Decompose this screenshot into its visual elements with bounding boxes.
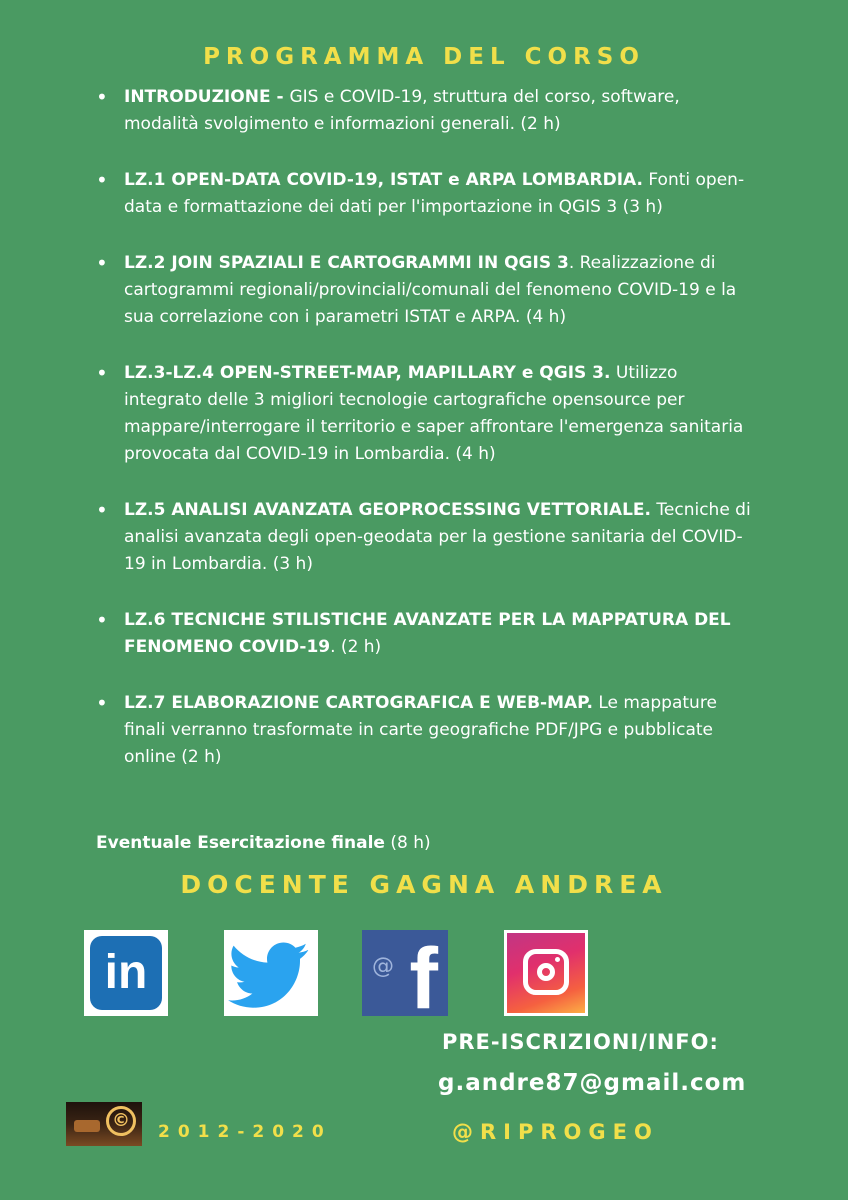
final-exercise: Eventuale Esercitazione finale (8 h) [96, 833, 431, 853]
program-item-lz5: • LZ.5 ANALISI AVANZATA GEOPROCESSING VETTORIALE. Tecniche di analisi avanzata degli open-geodata per la gestione sanitaria del COVID-19 in Lombardia. (3 h) [96, 497, 756, 578]
program-item-intro: • INTRODUZIONE - GIS e COVID-19, struttura del corso, software, modalità svolgimento e informazioni generali. (2 h) [96, 84, 756, 138]
contact-email[interactable]: g.andre87@gmail.com [438, 1070, 747, 1096]
program-item-lz6: • LZ.6 TECNICHE STILISTICHE AVANZATE PER LA MAPPATURA DEL FENOMENO COVID-19. (2 h) [96, 607, 756, 661]
instagram-camera-icon [523, 949, 569, 995]
pre-registration-label: PRE-ISCRIZIONI/INFO: [442, 1030, 719, 1054]
linkedin-logo-text: in [90, 936, 162, 1010]
twitter-bird-icon [224, 930, 318, 1016]
teacher-name: DOCENTE GAGNA ANDREA [180, 870, 668, 899]
program-item-lz1: • LZ.1 OPEN-DATA COVID-19, ISTAT e ARPA LOMBARDIA. Fonti open-data e formattazione dei dati per l'importazione in QGIS 3 (3 h) [96, 167, 756, 221]
twitter-icon[interactable] [224, 930, 318, 1016]
facebook-f-icon: f [409, 931, 438, 1027]
copyright-logo [66, 1102, 142, 1146]
facebook-swirl-icon: @ [372, 954, 394, 979]
facebook-icon[interactable] [362, 930, 448, 1027]
copyright-years: 2012-2020 [158, 1122, 332, 1142]
program-item-lz3-lz4: • LZ.3-LZ.4 OPEN-STREET-MAP, MAPILLARY e QGIS 3. Utilizzo integrato delle 3 migliori tecnologie cartografiche opensource per mappare/interrogare il territorio e saper affrontare l'emergenza sanitaria provocata dal COVID-19 in Lombardia. (4 h) [96, 360, 756, 468]
gavel-icon [74, 1120, 100, 1132]
program-item-lz2: • LZ.2 JOIN SPAZIALI E CARTOGRAMMI IN QGIS 3. Realizzazione di cartogrammi regionali/provinciali/comunali del fenomeno COVID-19 e la sua correlazione con i parametri ISTAT e ARPA. (4 h) [96, 250, 756, 331]
instagram-icon[interactable] [504, 930, 588, 1016]
program-list [96, 84, 756, 800]
program-item-lz7: • LZ.7 ELABORAZIONE CARTOGRAFICA E WEB-MAP. Le mappature finali verranno trasformate in carte geografiche PDF/JPG e pubblicate online (2 h) [96, 690, 756, 771]
linkedin-icon[interactable] [84, 930, 168, 1016]
course-program-title: PROGRAMMA DEL CORSO [203, 44, 645, 70]
social-handle[interactable]: @RIPROGEO [452, 1120, 659, 1144]
copyright-icon: © [106, 1106, 136, 1136]
